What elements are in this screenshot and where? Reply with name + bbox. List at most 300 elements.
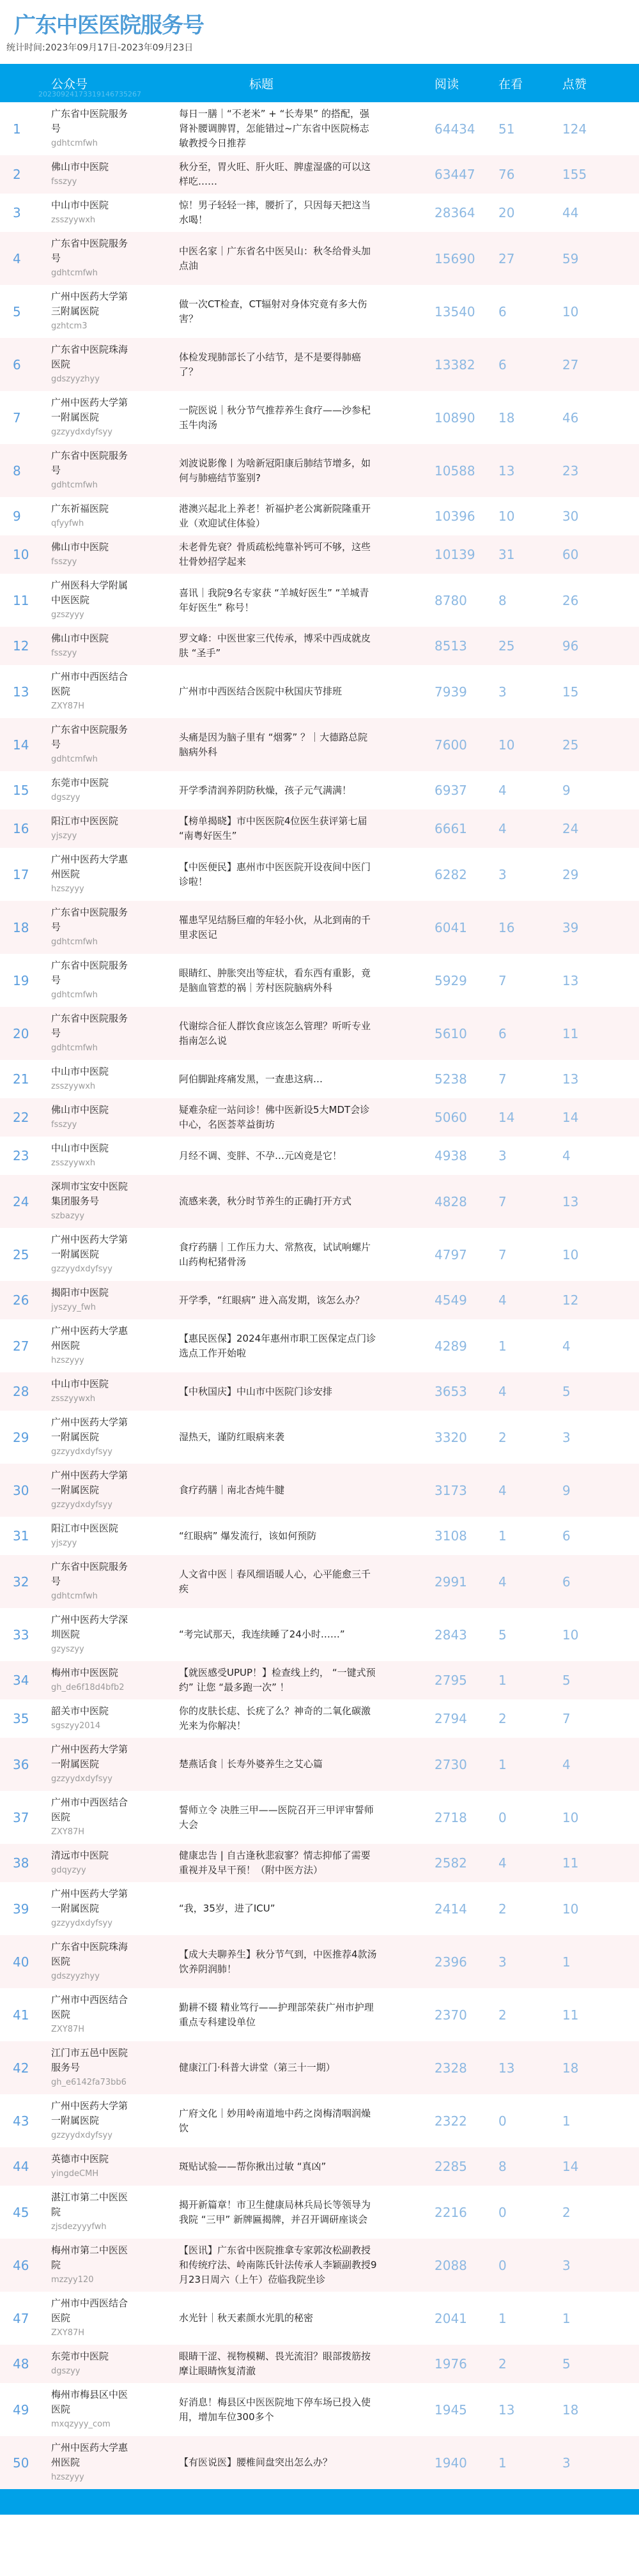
read-count: 6282 [435, 866, 467, 882]
table-row[interactable] [0, 338, 639, 391]
rank: 35 [13, 1711, 29, 1726]
account-name[interactable]: 东莞市中医院 [51, 777, 109, 788]
account-name[interactable]: 广东省中医院服务号 [51, 960, 128, 986]
table-row[interactable] [0, 718, 639, 771]
rank: 41 [13, 2007, 29, 2023]
rank: 13 [13, 684, 29, 700]
rank: 50 [13, 2455, 29, 2471]
read-count: 3320 [435, 1429, 467, 1445]
article-title[interactable]: 代谢综合征人群饮食应该怎么管理？听听专业指南怎么说 [179, 1020, 371, 1046]
rank: 25 [13, 1246, 29, 1262]
article-title[interactable]: “红眼病” 爆发流行，该如何预防 [179, 1529, 317, 1542]
looking-count: 14 [498, 1110, 515, 1125]
article-title[interactable]: 做一次CT检查，CT辐射对身体究竟有多大伤害？ [179, 298, 367, 325]
like-count: 30 [562, 509, 579, 524]
account-id: szbazyy [51, 1211, 85, 1221]
article-title[interactable]: 一院医说｜秋分节气推荐养生食疗——沙参杞玉牛肉汤 [179, 404, 371, 431]
account-cell [51, 160, 179, 189]
account-name[interactable]: 广州中医药大学惠州医院 [51, 854, 128, 880]
account-cell [51, 198, 179, 227]
read-count: 5238 [435, 1071, 467, 1087]
like-count: 18 [562, 2060, 579, 2076]
looking-count: 2 [498, 2007, 507, 2023]
looking-count: 3 [498, 684, 507, 700]
account-id: fsszyy [51, 648, 77, 658]
article-title[interactable]: 开学季清润养阴防秋燥，孩子元气满满！ [179, 784, 352, 796]
table-row[interactable] [0, 1988, 639, 2041]
article-title[interactable]: 食疗药膳｜工作压力大、常熬夜，试试响螺片山药枸杞猪骨汤 [179, 1241, 371, 1268]
looking-count: 20 [498, 205, 515, 220]
table-row[interactable] [0, 1464, 639, 1517]
article-title[interactable]: 中医名家｜广东省名中医吴山：秋冬给骨头加点油 [179, 245, 371, 272]
article-title[interactable]: 好消息！梅县区中医医院地下停车场已投入使用，增加车位300多个 [179, 2396, 371, 2423]
account-name[interactable]: 广州中医药大学惠州医院 [51, 1325, 128, 1351]
looking-count: 7 [498, 972, 507, 988]
account-cell [51, 1613, 179, 1657]
article-title[interactable]: 【有医说医】腰椎间盘突出怎么办？ [179, 2457, 333, 2468]
table-row[interactable] [0, 535, 639, 574]
like-count: 10 [562, 1809, 579, 1825]
read-count: 10890 [435, 410, 475, 425]
account-id: gzzyydxdyfsyy [51, 1447, 112, 1457]
table-row[interactable] [0, 1608, 639, 1661]
article-title[interactable]: 【医讯】广东省中医院推拿专家郭汝松副教授和传统疗法、岭南陈氏针法传承人李颖副教授9月23日周六（上午）莅临我院坐诊 [179, 2244, 377, 2285]
table-row[interactable] [0, 1882, 639, 1935]
read-count: 2041 [435, 2310, 467, 2326]
rank: 12 [13, 638, 29, 654]
account-name[interactable]: 梅州市梅县区中医医院 [51, 2389, 128, 2415]
account-name[interactable]: 深圳市宝安中医院集团服务号 [51, 1181, 128, 1207]
table-row[interactable] [0, 848, 639, 901]
rank: 39 [13, 1901, 29, 1917]
table-row[interactable] [0, 901, 639, 954]
like-count: 14 [562, 2159, 579, 2174]
rank: 20 [13, 1025, 29, 1041]
account-name[interactable]: 英德市中医院 [51, 2153, 109, 2165]
account-name[interactable]: 广东省中医院服务号 [51, 238, 128, 264]
account-name[interactable]: 中山市中医院 [51, 1066, 109, 1077]
like-count: 96 [562, 638, 579, 654]
table-row[interactable] [0, 2436, 639, 2489]
table-row[interactable] [0, 809, 639, 848]
looking-count: 8 [498, 2159, 507, 2174]
account-cell [51, 107, 179, 151]
account-id: dgszyy [51, 2366, 81, 2376]
read-count: 10588 [435, 463, 475, 479]
account-name[interactable]: 东莞市中医院 [51, 2350, 109, 2362]
account-name[interactable]: 广州市中西医结合医院 [51, 1994, 128, 2020]
table-row[interactable] [0, 2292, 639, 2345]
read-count: 8780 [435, 592, 467, 608]
table-row[interactable] [0, 2041, 639, 2094]
looking-count: 2 [498, 1429, 507, 1445]
account-id: gh_de6f18d4bfb2 [51, 1683, 125, 1692]
account-name[interactable]: 清远市中医院 [51, 1850, 109, 1861]
table-row[interactable] [0, 232, 639, 285]
like-count: 11 [562, 1025, 579, 1041]
account-name[interactable]: 广州市中西医结合医院 [51, 671, 128, 697]
read-count: 4938 [435, 1148, 467, 1163]
article-title[interactable]: 罗文峰：中医世家三代传承，博采中西成就皮肤 “圣手” [179, 632, 371, 659]
account-id: gzzyydxdyfsyy [51, 1500, 112, 1510]
rank: 22 [13, 1110, 29, 1125]
account-name[interactable]: 广州中医药大学第一附属医院 [51, 1744, 128, 1770]
article-title[interactable]: 眼睛干涩、视物模糊、畏光流泪？眼部拨筋按摩让眼睛恢复清澈 [179, 2350, 371, 2377]
table-row[interactable] [0, 102, 639, 155]
looking-count: 0 [498, 1809, 507, 1825]
article-title[interactable]: 体检发现肺部长了小结节，是不是要得肺癌了？ [179, 351, 362, 378]
article-title[interactable]: 惊！男子轻轻一摔，腰折了，只因每天把这当水喝！ [179, 199, 371, 226]
account-id: gzzyydxdyfsyy [51, 1264, 112, 1274]
read-count: 5060 [435, 1110, 467, 1125]
account-name[interactable]: 广东省中医院服务号 [51, 450, 128, 476]
account-id: gzyszyy [51, 1644, 84, 1654]
account-id: mzzyy120 [51, 2275, 94, 2285]
table-row[interactable] [0, 1319, 639, 1372]
article-title[interactable]: 揭开新篇章！市卫生健康局林兵局长等领导为我院 “三甲” 新牌匾揭牌，并召开调研座谈会 [179, 2198, 371, 2225]
account-name[interactable]: 广东祈福医院 [51, 503, 109, 514]
account-name[interactable]: 佛山市中医院 [51, 161, 109, 172]
account-cell [51, 448, 179, 493]
account-id: gdszyyzhyy [51, 374, 100, 384]
looking-count: 0 [498, 2257, 507, 2273]
rank: 44 [13, 2159, 29, 2174]
rank: 32 [13, 1574, 29, 1590]
account-name[interactable]: 广州中医药大学第三附属医院 [51, 291, 128, 317]
rank: 46 [13, 2257, 29, 2273]
table-row[interactable] [0, 285, 639, 338]
article-title[interactable]: 眼睛红、肿胀突出等症状，看东西有重影，竟是脑血管惹的祸｜芳村医院脑病外科 [179, 967, 371, 993]
account-name[interactable]: 梅州市中医医院 [51, 1667, 119, 1678]
table-row[interactable] [0, 1791, 639, 1844]
table-row[interactable] [0, 497, 639, 535]
read-count: 5610 [435, 1025, 467, 1041]
account-name[interactable]: 广东省中医院服务号 [51, 1013, 128, 1039]
article-title[interactable]: 斑贴试验——帮你揪出过敏 “真凶” [179, 2160, 327, 2172]
account-name[interactable]: 广州市中西医结合医院 [51, 1797, 128, 1823]
looking-count: 2 [498, 1711, 507, 1726]
like-count: 9 [562, 783, 571, 798]
account-name[interactable]: 阳江市中医医院 [51, 1522, 119, 1534]
looking-count: 4 [498, 783, 507, 798]
table-row[interactable] [0, 1411, 639, 1464]
looking-count: 10 [498, 509, 515, 524]
account-id: fsszyy [51, 1120, 77, 1130]
article-title[interactable]: 【惠民医保】2024年惠州市职工医保定点门诊选点工作开始啦 [179, 1332, 376, 1359]
rank: 5 [13, 303, 21, 319]
looking-count: 25 [498, 638, 515, 654]
account-id: gdhtcmfwh [51, 139, 98, 148]
account-name[interactable]: 广州中医药大学第一附属医院 [51, 397, 128, 423]
account-name[interactable]: 广东省中医院服务号 [51, 724, 128, 750]
read-count: 2088 [435, 2257, 467, 2273]
table-row[interactable] [0, 2383, 639, 2436]
like-count: 25 [562, 737, 579, 753]
like-count: 10 [562, 1246, 579, 1262]
like-count: 155 [562, 167, 587, 182]
read-count: 15690 [435, 250, 475, 266]
read-count: 2718 [435, 1809, 467, 1825]
account-name[interactable]: 广州医科大学附属中医医院 [51, 579, 128, 606]
rank: 14 [13, 737, 29, 753]
read-count: 6661 [435, 821, 467, 836]
read-count: 2730 [435, 1756, 467, 1772]
read-count: 10396 [435, 509, 475, 524]
like-count: 13 [562, 1071, 579, 1087]
looking-count: 51 [498, 121, 515, 137]
read-count: 28364 [435, 205, 475, 220]
account-cell [51, 578, 179, 622]
article-title[interactable]: 月经不调、变胖、不孕…元凶竟是它！ [179, 1149, 343, 1162]
rank: 9 [13, 509, 21, 524]
rank: 11 [13, 592, 29, 608]
account-name[interactable]: 广东省中医院珠海医院 [51, 1941, 128, 1967]
account-id: gzzyydxdyfsyy [51, 427, 112, 437]
table-row[interactable] [0, 1935, 639, 1988]
table-row[interactable] [0, 771, 639, 809]
account-name[interactable]: 韶关市中医院 [51, 1705, 109, 1717]
article-title[interactable]: 广州市中西医结合医院中秋国庆节排班 [179, 686, 343, 697]
article-title[interactable]: 【就医感受UPUP！】检查线上约， “一键式预约” 让您 “最多跑一次” ！ [179, 1667, 376, 1693]
article-title[interactable]: 你的皮肤长痣、长疣了么？神奇的二氧化碳激光来为你解决！ [179, 1705, 371, 1731]
account-name[interactable]: 江门市五邑中医院服务号 [51, 2047, 128, 2073]
account-id: zsszyywxh [51, 1394, 96, 1404]
ranking-table [0, 102, 639, 2489]
like-count: 14 [562, 1110, 579, 1125]
like-count: 4 [562, 1338, 571, 1354]
like-count: 10 [562, 1901, 579, 1917]
table-row[interactable] [0, 2094, 639, 2147]
article-title[interactable]: 楚燕话食｜长寿外婆养生之艾心篇 [179, 1758, 323, 1770]
account-cell [51, 1666, 179, 1695]
account-cell [51, 1468, 179, 1512]
column-header-account: 公众号 [51, 77, 88, 91]
table-row[interactable] [0, 665, 639, 718]
account-id: gdhtcmfwh [51, 1591, 98, 1601]
article-title[interactable]: 食疗药膳｜南北杏炖牛腱 [179, 1484, 285, 1496]
rank: 10 [13, 547, 29, 562]
account-cell [51, 502, 179, 531]
account-name[interactable]: 佛山市中医院 [51, 541, 109, 553]
article-title[interactable]: 罹患罕见结肠巨瘤的年轻小伙，从北到南的千里求医记 [179, 914, 371, 940]
read-count: 3108 [435, 1528, 467, 1544]
account-name[interactable]: 广东省中医院服务号 [51, 108, 128, 134]
account-id: gzzyydxdyfsyy [51, 1774, 112, 1784]
table-row[interactable] [0, 2239, 639, 2292]
account-name[interactable]: 广州中医药大学惠州医院 [51, 2442, 128, 2468]
account-name[interactable]: 中山市中医院 [51, 199, 109, 211]
article-title[interactable]: “考完试那天，我连续睡了24小时……” [179, 1629, 345, 1640]
account-name[interactable]: 广州中医药大学第一附属医院 [51, 1416, 128, 1443]
account-id: gzzyydxdyfsyy [51, 2131, 112, 2140]
article-title[interactable]: 【中秋国庆】中山市中医院门诊安排 [179, 1385, 333, 1397]
rank: 18 [13, 919, 29, 935]
article-title[interactable]: 人文省中医｜春风细语暖人心，心平能愈三千疾 [179, 1568, 371, 1595]
account-cell [51, 1179, 179, 1223]
account-cell [51, 2388, 179, 2432]
rank: 34 [13, 1673, 29, 1688]
like-count: 7 [562, 1711, 571, 1726]
table-row[interactable] [0, 2345, 639, 2383]
account-id: gdqyzyy [51, 1866, 86, 1875]
article-title[interactable]: 健康江门·科普大讲堂（第三十一期） [179, 2062, 335, 2073]
rank: 30 [13, 1482, 29, 1498]
account-cell [51, 2441, 179, 2485]
article-title[interactable]: 广府文化｜妙用岭南道地中药之岗梅清咽润燥饮 [179, 2107, 371, 2134]
account-cell [51, 958, 179, 1002]
account-name[interactable]: 阳江市中医医院 [51, 815, 119, 827]
account-name[interactable]: 广东省中医院服务号 [51, 907, 128, 933]
table-row[interactable] [0, 1661, 639, 1699]
account-id: gzszyyy [51, 610, 84, 620]
account-name[interactable]: 广州中医药大学第一附属医院 [51, 1469, 128, 1496]
like-count: 46 [562, 410, 579, 425]
like-count: 60 [562, 547, 579, 562]
like-count: 13 [562, 1193, 579, 1209]
account-id: gdhtcmfwh [51, 268, 98, 278]
rank: 49 [13, 2402, 29, 2418]
rank: 37 [13, 1809, 29, 1825]
article-title[interactable]: 阿伯脚趾疼痛发黑，一查患这病… [179, 1073, 323, 1085]
column-header-title: 标题 [249, 77, 274, 91]
account-id: gdhtcmfwh [51, 990, 98, 1000]
page-header [0, 0, 639, 64]
like-count: 5 [562, 2356, 571, 2372]
account-name[interactable]: 中山市中医院 [51, 1142, 109, 1154]
table-row[interactable] [0, 194, 639, 232]
looking-count: 76 [498, 167, 515, 182]
table-row[interactable] [0, 1372, 639, 1411]
account-name[interactable]: 广东省中医院珠海医院 [51, 344, 128, 370]
account-id: gdhtcmfwh [51, 480, 98, 490]
table-row[interactable] [0, 1228, 639, 1281]
footer-bar [0, 2489, 639, 2515]
account-name[interactable]: 广州中医药大学第一附属医院 [51, 2100, 128, 2126]
read-count: 6041 [435, 919, 467, 935]
like-count: 6 [562, 1528, 571, 1544]
table-row[interactable] [0, 1281, 639, 1319]
account-name[interactable]: 广州中医药大学深圳医院 [51, 1614, 128, 1640]
like-count: 27 [562, 356, 579, 372]
like-count: 1 [562, 1954, 571, 1970]
article-title[interactable]: 水光针｜秋天素颜水光肌的秘密 [179, 2312, 314, 2324]
table-row[interactable] [0, 1517, 639, 1555]
article-title[interactable]: 头痛是因为脑子里有 “烟雾” ？｜大德路总院脑病外科 [179, 731, 368, 758]
article-title[interactable]: 健康忠告 | 自古逢秋悲寂寥？情志抑郁了需要重视并及早干预！（附中医方法） [179, 1850, 371, 1876]
looking-count: 10 [498, 737, 515, 753]
read-count: 1976 [435, 2356, 467, 2372]
account-cell [51, 1415, 179, 1459]
table-row[interactable] [0, 2186, 639, 2239]
account-cell [51, 1795, 179, 1839]
like-count: 24 [562, 821, 579, 836]
looking-count: 0 [498, 2113, 507, 2129]
read-count: 10139 [435, 547, 475, 562]
article-title[interactable]: 誓师立令 决胜三甲——医院召开三甲评审誓师大会 [179, 1804, 374, 1830]
account-cell [51, 905, 179, 949]
article-title[interactable]: 刘波说影像丨为啥新冠阳康后肺结节增多，如何与肺癌结节鉴别? [179, 457, 371, 484]
read-count: 2794 [435, 1711, 467, 1726]
table-row[interactable] [0, 1137, 639, 1175]
looking-count: 1 [498, 1528, 507, 1544]
like-count: 1 [562, 2113, 571, 2129]
table-row[interactable] [0, 627, 639, 665]
read-count: 3173 [435, 1482, 467, 1498]
looking-count: 3 [498, 1954, 507, 1970]
looking-count: 8 [498, 592, 507, 608]
account-id: zjsdezyyyfwh [51, 2222, 107, 2232]
table-row[interactable] [0, 1738, 639, 1791]
account-id: ZXY87H [51, 2328, 85, 2338]
table-row[interactable] [0, 1007, 639, 1060]
account-cell [51, 1742, 179, 1786]
table-row[interactable] [0, 391, 639, 444]
table-row[interactable] [0, 1699, 639, 1738]
table-row[interactable] [0, 1175, 639, 1228]
account-id: gzhtcm3 [51, 321, 88, 331]
table-row[interactable] [0, 954, 639, 1007]
table-row[interactable] [0, 1555, 639, 1608]
rank: 4 [13, 250, 21, 266]
account-name[interactable]: 广东省中医院服务号 [51, 1561, 128, 1587]
account-name[interactable]: 佛山市中医院 [51, 1104, 109, 1116]
article-title[interactable]: 疑难杂症一站问诊！佛中医新设5大MDT会诊中心，名医荟萃益街坊 [179, 1104, 370, 1130]
article-title[interactable]: 【成大夫聊养生】秋分节气到，中医推荐4款汤饮养阴润肺！ [179, 1948, 377, 1975]
account-name[interactable]: 湛江市第二中医医院 [51, 2191, 128, 2218]
account-name[interactable]: 广州中医药大学第一附属医院 [51, 1888, 128, 1914]
article-title[interactable]: 【中医便民】惠州市中医医院开设夜间中医门诊啦！ [179, 861, 371, 887]
article-title[interactable]: 港澳兴起北上养老！祈福护老公寓新院隆重开业（欢迎试住体验） [179, 503, 371, 529]
account-name[interactable]: 中山市中医院 [51, 1378, 109, 1390]
table-row[interactable] [0, 444, 639, 497]
account-name[interactable]: 广州中医药大学第一附属医院 [51, 1234, 128, 1260]
read-count: 2991 [435, 1574, 467, 1590]
account-id: gzzyydxdyfsyy [51, 1919, 112, 1928]
rank: 3 [13, 205, 21, 220]
account-name[interactable]: 梅州市第二中医医院 [51, 2244, 128, 2271]
article-title[interactable]: 未老骨先衰？骨质疏松纯靠补钙可不够，这些壮骨妙招学起来 [179, 541, 371, 567]
account-name[interactable]: 佛山市中医院 [51, 632, 109, 644]
table-row[interactable] [0, 1098, 639, 1137]
article-title[interactable]: 流感来袭，秋分时节养生的正确打开方式 [179, 1195, 352, 1207]
account-name[interactable]: 揭阳市中医院 [51, 1287, 109, 1298]
article-title[interactable]: 喜讯｜我院9名专家获 “羊城好医生” “羊城青年好医生” 称号！ [179, 586, 369, 613]
article-title[interactable]: “我，35岁，进了ICU” [179, 1903, 275, 1914]
rank: 24 [13, 1193, 29, 1209]
looking-count: 2 [498, 2356, 507, 2372]
looking-count: 1 [498, 1338, 507, 1354]
table-row[interactable] [0, 155, 639, 194]
article-title[interactable]: 湿热天，谨防红眼病来袭 [179, 1431, 285, 1443]
article-title[interactable]: 开学季，“红眼病” 进入高发期，该怎么办？ [179, 1294, 365, 1306]
read-count: 4828 [435, 1193, 467, 1209]
article-title[interactable]: 【榜单揭晓】市中医医院4位医生获评第七届 “南粤好医生” [179, 815, 367, 841]
article-title[interactable]: 秋分至，胃火旺、肝火旺、脾虚湿盛的可以这样吃…… [179, 161, 371, 187]
table-row[interactable] [0, 1060, 639, 1098]
read-count: 64434 [435, 121, 475, 137]
article-title[interactable]: 每日一膳｜“不老米” + “长寿果” 的搭配，强肾补腰调脾胃，怎能错过~广东省中医院杨志敏教授今日推荐 [179, 108, 369, 149]
like-count: 5 [562, 1673, 571, 1688]
table-row[interactable] [0, 2147, 639, 2186]
table-row[interactable] [0, 574, 639, 627]
account-cell [51, 776, 179, 805]
looking-count: 18 [498, 410, 515, 425]
account-cell [51, 2349, 179, 2379]
account-name[interactable]: 广州市中西医结合医院 [51, 2297, 128, 2324]
table-row[interactable] [0, 1844, 639, 1882]
article-title[interactable]: 勤耕不辍 精业笃行——护理部荣获广州市护理重点专科建设单位 [179, 2001, 374, 2028]
rank: 45 [13, 2204, 29, 2220]
